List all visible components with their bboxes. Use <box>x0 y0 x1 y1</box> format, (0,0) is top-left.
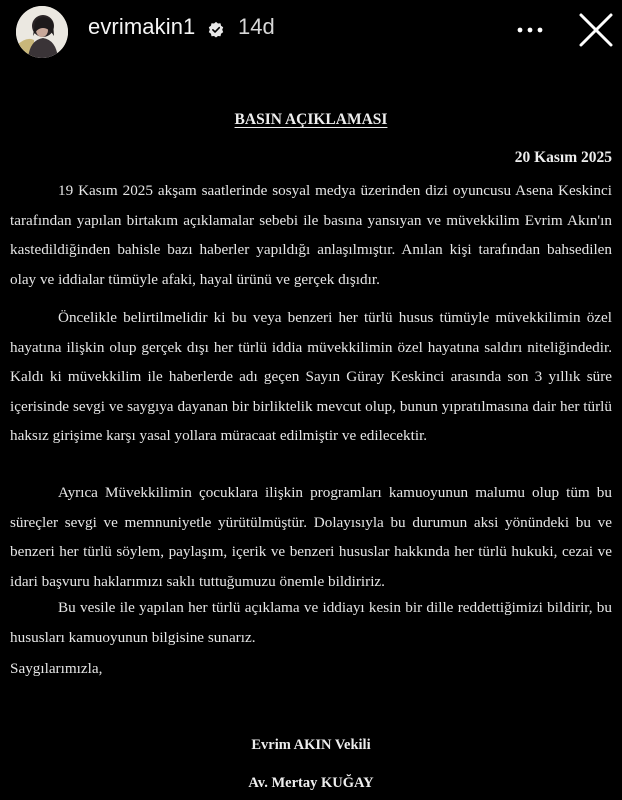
signature-role: Evrim AKIN Vekili <box>251 737 371 753</box>
username-link[interactable]: evrimakin1 <box>88 14 196 39</box>
profile-photo-icon <box>16 6 68 58</box>
more-horizontal-icon[interactable] <box>515 20 545 40</box>
paragraph-3: Ayrıca Müvekkilimin çocuklara ilişkin programları kamuoyunun malumu olup tüm bu süreçler sevgi ve memnuniyetle yürütülmüştür. Dolayısıyla bu durumun aksi yönündeki bu ve benzeri her türlü söylem, paylaşım, içerik ve benzeri hususlar hakkında her türlü hukuki, cezai ve idari başvuru haklarımızı saklı tuttuğumuzu önemle bildiririz. <box>10 484 612 590</box>
paragraph-2: Öncelikle belirtilmelidir ki bu veya benzeri her türlü husus tümüyle müvekkilimin özel hayatına ilişkin olup gerçek dışı her türlü iddia müvekkilimin özel hayatına saldırı niteliğindedir. Kaldı ki müvekkilim ile haberlerde adı geçen Sayın Güray Keskinci arasında son 3 yıllık süre içerisinde sevgi ve saygıya dayanan bir birliktelik mevcut olup, bunun yıpratılmasına dair her türlü haksız girişime karşı yasal yollara müracaat edilmiştir ve edilecektir. <box>10 309 612 444</box>
avatar[interactable] <box>16 6 68 58</box>
paragraph-1: 19 Kasım 2025 akşam saatlerinde sosyal medya üzerinden dizi oyuncusu Asena Keskinci tarafından yapılan birtakım açıklamalar sebebi ile basına yansıyan ve müvekkilim Evrim Akın'ın kastedildiğinden bahisle bazı haberler yapıldığı anlaşılmıştır. Anılan kişi tarafından bahsedilen olay ve iddialar tümüyle afaki, hayal ürünü ve gerçek dışıdır. <box>10 182 612 288</box>
post-time: 14d <box>238 14 275 39</box>
verified-badge-icon <box>207 21 225 39</box>
close-icon[interactable] <box>578 12 614 48</box>
document-title-text: BASIN AÇIKLAMASI <box>234 111 388 128</box>
paragraph-4: Bu vesile ile yapılan her türlü açıklama ve iddiayı kesin bir dille reddettiğimizi bildirir, bu hususları kamuoyunun bilgisine sunarız. <box>10 599 612 646</box>
signature-name: Av. Mertay KUĞAY <box>248 775 374 791</box>
document-date: 20 Kasım 2025 <box>514 149 612 166</box>
document-title <box>10 111 612 129</box>
closing-salutation: Saygılarımızla, <box>10 660 103 677</box>
story-header <box>0 0 622 62</box>
